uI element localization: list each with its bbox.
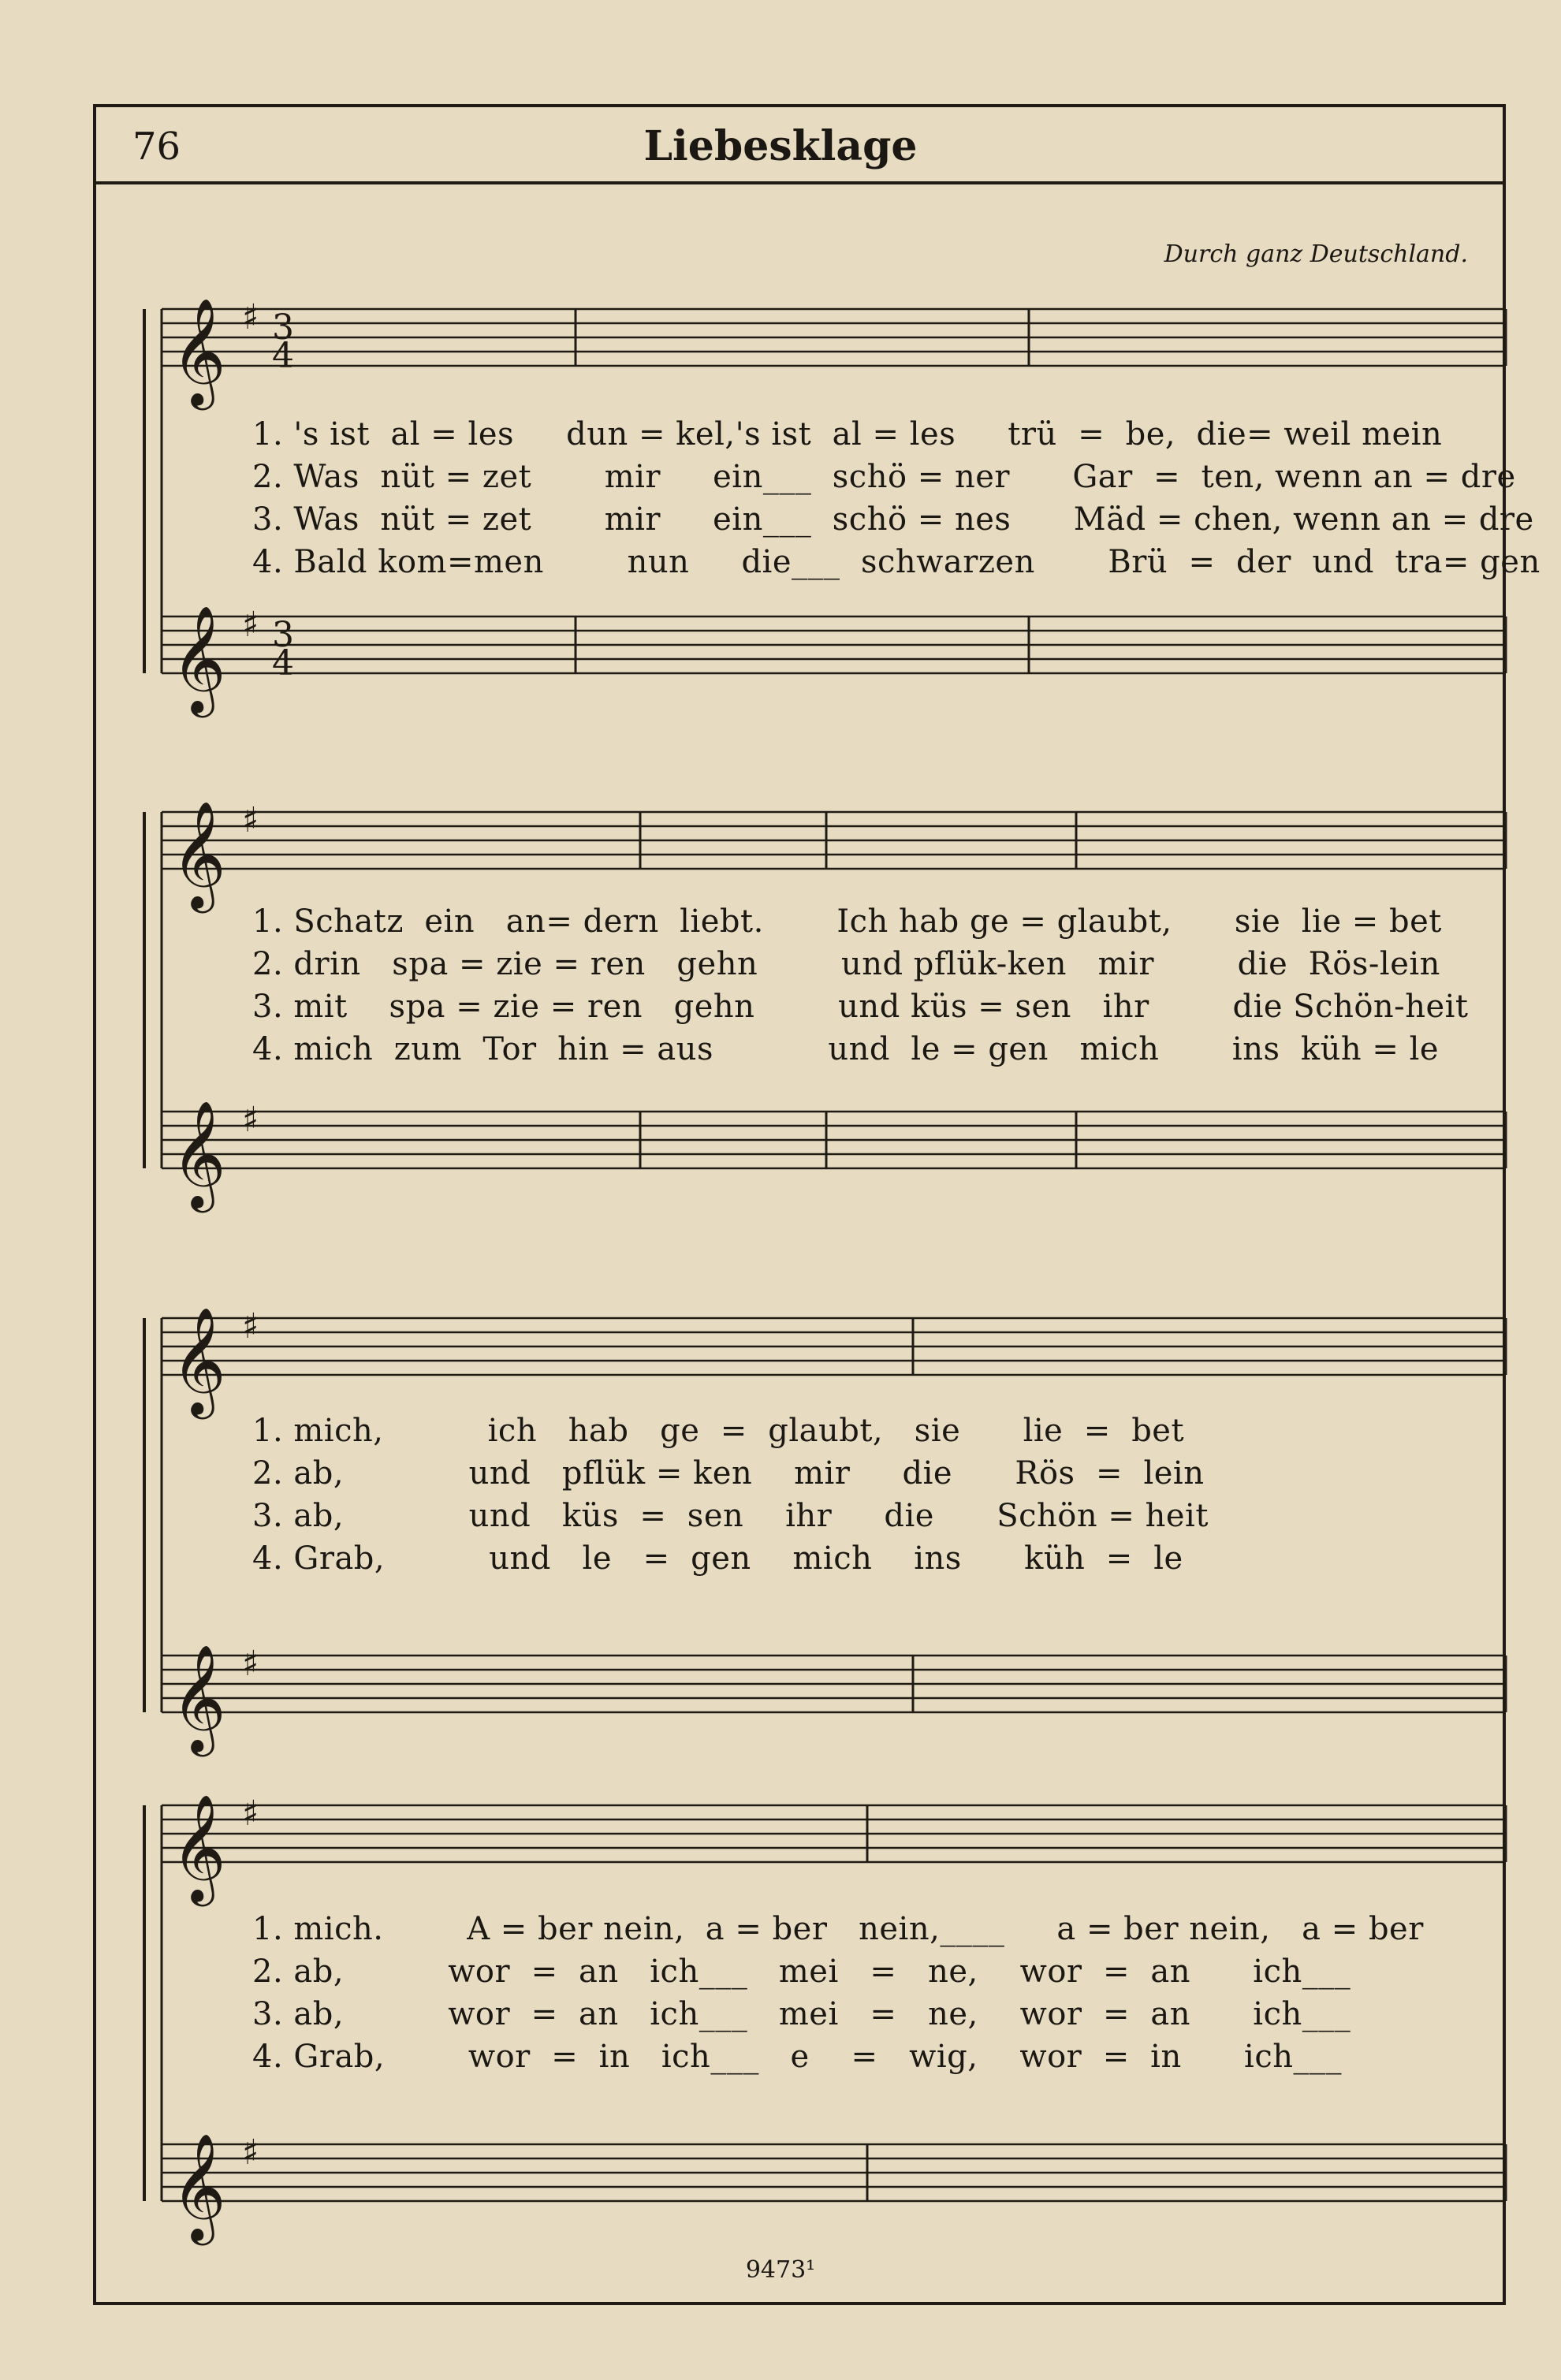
music-glyph: ♯ [242, 1306, 259, 1347]
music-glyph: ♯ [242, 1644, 259, 1685]
lyric-line: 4. mich zum Tor hin = aus und le = gen mich ins küh = le [252, 1031, 1440, 1067]
lyric-line: 3. ab, und küs = sen ihr die Schön = heit [252, 1498, 1209, 1534]
music-glyph: 𝄞 [171, 2132, 226, 2240]
music-glyph: 𝄞 [171, 1643, 226, 1752]
lyric-line: 1. mich. A = ber nein, a = ber nein,____ a = ber nein, a = ber [252, 1911, 1424, 1947]
music-glyph: 𝄞 [171, 1793, 226, 1901]
music-glyph: 3 [272, 307, 294, 348]
music-glyph: 𝄞 [171, 1305, 226, 1414]
lyric-line: 1. Schatz ein an= dern liebt. Ich hab ge = glaubt, sie lie = bet [252, 903, 1442, 940]
music-glyph: ♯ [242, 800, 259, 841]
lyric-line: 2. drin spa = zie = ren gehn und pflük-ken mir die Rös-lein [252, 946, 1440, 982]
lyric-line: 1. mich, ich hab ge = glaubt, sie lie = bet [252, 1413, 1185, 1449]
lyric-line: 4. Grab, wor = in ich___ e = wig, wor = in ich___ [252, 2039, 1342, 2075]
music-glyph: 𝄞 [171, 296, 226, 405]
music-glyph: ♯ [242, 2132, 259, 2173]
lyric-line: 1. 's ist al = les dun = kel,'s ist al = les trü = be, die= weil mein [252, 416, 1443, 453]
music-glyph: ♯ [242, 297, 259, 338]
music-glyph: 4 [272, 643, 294, 683]
lyric-line: 3. ab, wor = an ich___ mei = ne, wor = an ich___ [252, 1996, 1351, 2032]
music-glyph: 𝄞 [171, 799, 226, 908]
lyric-line: 2. ab, und pflük = ken mir die Rös = lein [252, 1455, 1205, 1492]
lyric-line: 3. Was nüt = zet mir ein___ schö = nes Mäd = chen, wenn an = dre [252, 501, 1534, 538]
music-glyph: 4 [272, 336, 294, 376]
music-glyph: 𝄞 [171, 1099, 226, 1208]
page-number: 76 [132, 125, 181, 169]
music-glyph: 𝄞 [171, 604, 226, 713]
music-glyph: 3 [272, 615, 294, 655]
lyric-line: 2. Was nüt = zet mir ein___ schö = ner Gar = ten, wenn an = dre [252, 459, 1516, 495]
music-glyph: ♯ [242, 1100, 259, 1141]
origin-note: Durch ganz Deutschland. [1164, 240, 1468, 268]
lyric-line: 2. ab, wor = an ich___ mei = ne, wor = an ich___ [252, 1954, 1351, 1990]
lyric-line: 4. Bald kom=men nun die___ schwarzen Brü = der und tra= gen [252, 544, 1541, 580]
lyric-line: 4. Grab, und le = gen mich ins küh = le [252, 1540, 1183, 1577]
music-glyph: ♯ [242, 1793, 259, 1834]
music-glyph: ♯ [242, 605, 259, 646]
plate-number: 9473¹ [745, 2256, 816, 2284]
lyric-line: 3. mit spa = zie = ren gehn und küs = sen ihr die Schön-heit [252, 989, 1469, 1025]
song-title: Liebesklage [643, 122, 918, 170]
